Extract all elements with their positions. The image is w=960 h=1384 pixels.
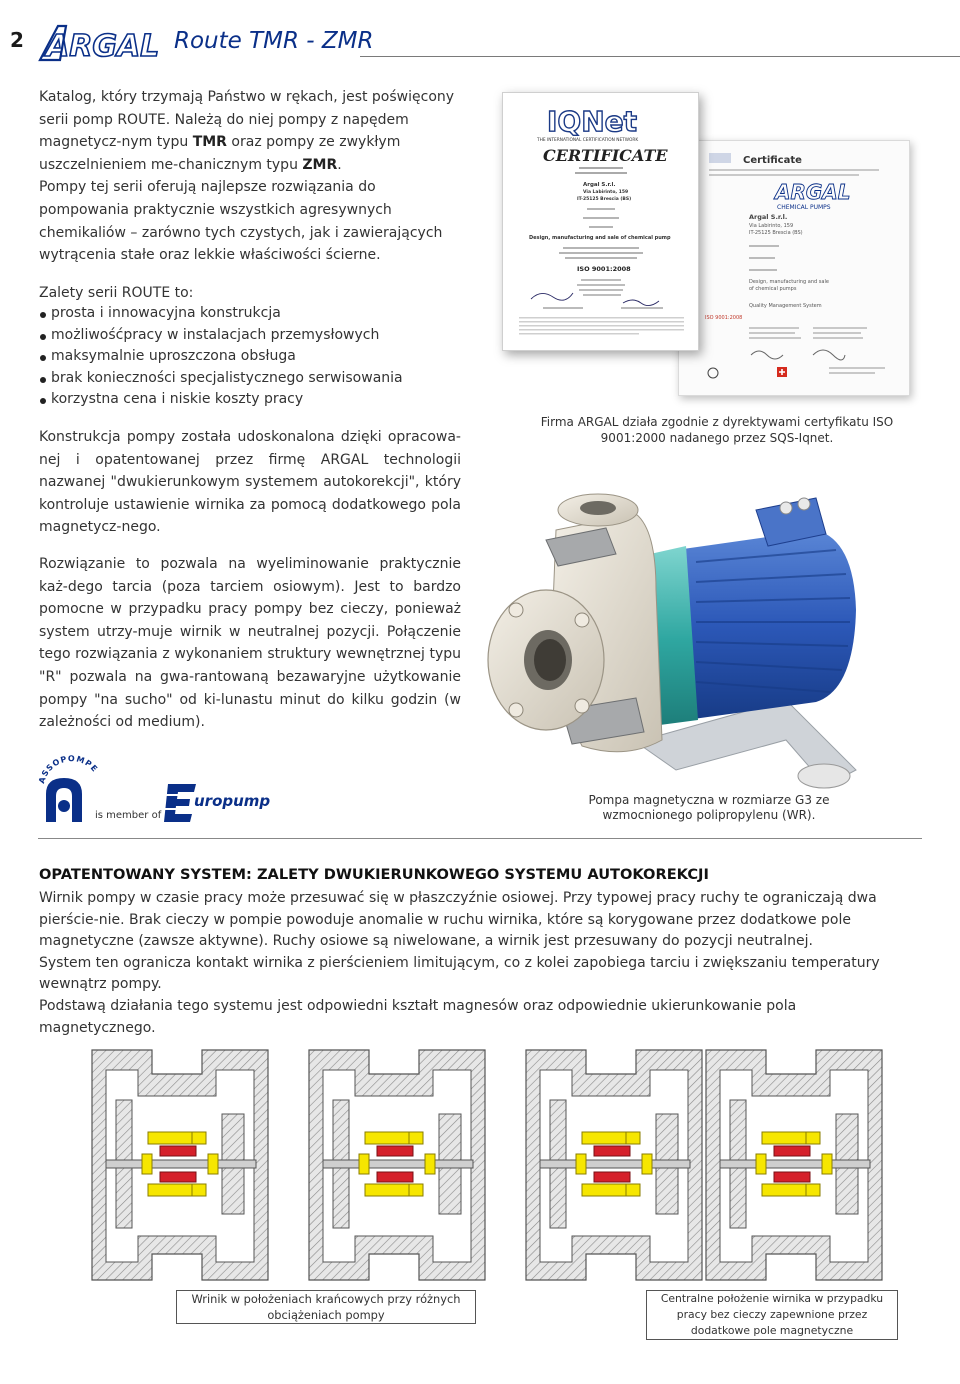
- svg-text:Argal S.r.l.: Argal S.r.l.: [583, 182, 616, 188]
- construction-paragraph: Konstrukcja pompy została udoskonalona dzięki opracowa-nej i opatentowanej przez firmę ARGAL technologii nazwanej "dwukierunkowym systemem autokorekcji", który kontroluje ustawienie wirnika za pomocą dodatkowego pola magnetycz-nego.: [39, 429, 461, 536]
- svg-text:IT-25125 Brescia (BS): IT-25125 Brescia (BS): [577, 197, 632, 202]
- patent-paragraph-2: System ten ogranicza kontakt wirnika z pierścieniem limitującym, co z kolei zapobiega tarciu i zwiększaniu temperatury wewnątrz pompy.: [39, 954, 880, 993]
- svg-text:IT-25125 Brescia (BS): IT-25125 Brescia (BS): [749, 230, 803, 236]
- section-divider: [38, 838, 922, 839]
- certificate-title: CERTIFICATE: [543, 146, 668, 165]
- list-item: możliwośćpracy w instalacjach przemysłowych: [39, 325, 469, 347]
- zmr-label: ZMR: [302, 156, 338, 173]
- list-item: maksymalnie uproszczona obsługa: [39, 346, 469, 368]
- intro-paragraph-2: Pompy tej serii oferują najlepsze rozwiązania do pompowania praktycznie wszystkich agresywnych chemikaliów – zarówno tych czystych, jak i zawierających wytrącenia stałe oraz lekkie właściwości ścierne.: [39, 179, 443, 264]
- patent-paragraph-3: Podstawą działania tego systemu jest odpowiedni kształt magnesów oraz odpowiednie ukierunkowanie pola magnetycznego.: [39, 997, 797, 1036]
- patent-section-title: OPATENTOWANY SYSTEM: ZALETY DWUKIERUNKOWEGO SYSTEMU AUTOKOREKCJI: [39, 866, 709, 883]
- diagram-center-position-2: [698, 1040, 894, 1290]
- svg-text:Via Labirinto, 159: Via Labirinto, 159: [583, 190, 629, 195]
- diagram-caption-right: Centralne położenie wirnika w przypadku pracy bez cieczy zapewnione przez dodatkowe pole magnetyczne: [646, 1290, 898, 1340]
- patent-section-body: [39, 888, 909, 1039]
- diagram-end-position-2: [295, 1040, 491, 1290]
- page-number: 2: [10, 28, 24, 52]
- certificate-caption: Firma ARGAL działa zgodnie z dyrektywami certyfikatu ISO 9001:2000 nadanego przez SQS-Iqnet.: [540, 415, 894, 445]
- patent-paragraph-1: Wirnik pompy w czasie pracy może przesuwać się w płaszczyźnie osiowej. Przy typowej pracy ruchy te ograniczają dwa pierście-nie. Brak cieczy w pompie powoduje anomalie w ruchu wirnika, które są korygowane przez dodatkowe pole magnetyczne (zawsze aktywne). Ruchy osiowe są niwelowane, a wirnik jest przesuwany do pozycji neutralnej.: [39, 890, 877, 950]
- svg-text:Argal S.r.l.: Argal S.r.l.: [749, 213, 788, 221]
- tmr-label: TMR: [192, 134, 227, 151]
- advantages-list: [39, 303, 469, 411]
- diagram-end-position-1: [82, 1040, 278, 1290]
- svg-text:ARGAL: ARGAL: [46, 29, 160, 64]
- svg-text:CHEMICAL PUMPS: CHEMICAL PUMPS: [777, 204, 831, 211]
- svg-text:Via Labirinto, 159: Via Labirinto, 159: [749, 223, 794, 229]
- intro-paragraph: Katalog, który trzymają Państwo w rękach, jest poświęcony serii pomp ROUTE. Należą do niej pompy z napędem magnetycz-nym typu TMR oraz pompy ze zwykłym uszczelnieniem me-chanicznym typu ZMR. Pompy tej serii oferują najlepsze rozwiązania do pompowania praktycznie wszystkich agresywnych chemikaliów – zarówno tych czystych, jak i zawierających wytrącenia stałe oraz lekkie właściwości ścierne.: [39, 89, 455, 264]
- svg-text:Design, manufacturing and sale: Design, manufacturing and sale of chemical pump: [529, 235, 671, 241]
- certificate-sqs: [678, 140, 910, 396]
- svg-text:ASSOPOMPE: ASSOPOMPE: [37, 754, 100, 785]
- page-title: Route TMR - ZMR: [174, 28, 374, 54]
- pump-photo: [486, 470, 860, 790]
- list-item: brak konieczności specjalistycznego serwisowania: [39, 368, 469, 390]
- diagram-center-position-1: [516, 1040, 712, 1290]
- advantages-heading: Zalety serii ROUTE to:: [39, 285, 194, 301]
- certificate-iqnet: [502, 92, 699, 351]
- svg-text:THE INTERNATIONAL CERTIFICATIO: THE INTERNATIONAL CERTIFICATION NETWORK: [537, 138, 639, 143]
- svg-text:Quality Management System: Quality Management System: [749, 303, 822, 309]
- diagram-caption-left: Wrinik w położeniach krańcowych przy różnych obciążeniach pompy: [176, 1290, 476, 1324]
- header-rule: [360, 56, 960, 57]
- solution-paragraph: Rozwiązanie to pozwala na wyeliminowanie praktycznie każ-dego tarcia (poza tarciem osiowym). Jest to bardzo pomocne w przypadku pracy pompy bez cieczy, ponieważ system utrzy-muje wirnik w neutralnej pozycji. Połączenie tego rozwiązania z wykonaniem struktury wewnętrznej typu "R" pozwala na gwa-rantowaną bezawaryjne użytkowanie pompy "na sucho" od ki-lunastu minut do kilku godzin (w zależności od medium).: [39, 556, 461, 731]
- cert-sqs-brand: ARGAL: [775, 180, 851, 204]
- argal-logo: [36, 20, 164, 64]
- svg-text:ISO 9001:2008: ISO 9001:2008: [577, 265, 631, 273]
- cert-sqs-title: Certificate: [743, 155, 802, 166]
- iqnet-logo: IQNet: [547, 105, 638, 138]
- member-of-label: is member of: [95, 810, 162, 821]
- svg-text:of chemical pumps: of chemical pumps: [749, 286, 797, 292]
- list-item: korzystna cena i niskie koszty pracy: [39, 389, 469, 411]
- svg-text:ISO 9001:2008: ISO 9001:2008: [705, 315, 743, 321]
- list-item: prosta i innowacyjna konstrukcja: [39, 303, 469, 325]
- europump-logo: [164, 782, 274, 824]
- pump-caption: Pompa magnetyczna w rozmiarze G3 ze wzmocnionego polipropylenu (WR).: [588, 793, 830, 822]
- svg-text:Design, manufacturing and sale: Design, manufacturing and sale: [749, 279, 829, 285]
- svg-text:uropump: uropump: [194, 792, 271, 810]
